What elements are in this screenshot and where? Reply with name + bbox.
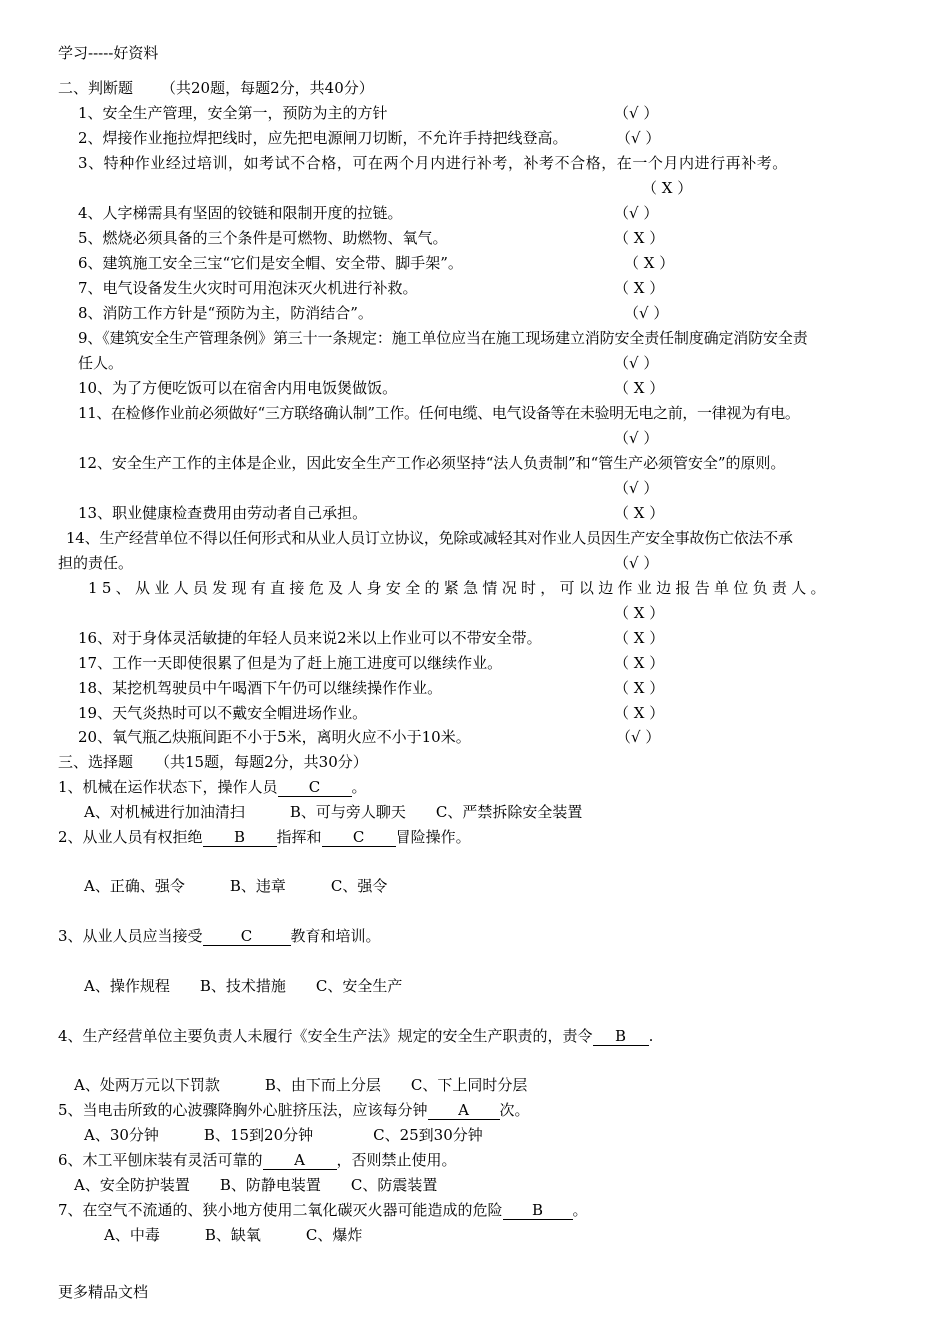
choice-q3-options: A、操作规程 B、技术措施 C、安全生产 <box>84 977 403 995</box>
judge-mark-4: （√ ） <box>614 204 659 222</box>
judge-mark-8: （√ ） <box>624 304 669 322</box>
choice-q7-stem: 7、在空气不流通的、狭小地方使用二氧化碳灭火器可能造成的危险 <box>58 1201 503 1219</box>
choice-q2-answer-1: B <box>203 828 277 847</box>
choice-q7 <box>58 1200 588 1220</box>
choice-q3 <box>58 926 381 946</box>
choice-q7-end: 。 <box>572 1201 588 1219</box>
choice-q5-stem: 5、当电击所致的心波骤降胸外心脏挤压法，应该每分钟 <box>58 1101 428 1119</box>
judge-item-11: 11、在检修作业前必须做好“三方联络确认制”工作。任何电缆、电气设备等在未验明无电之前，一律视为有电。 <box>78 404 800 422</box>
judge-item-10: 10、为了方便吃饭可以在宿舍内用电饭煲做饭。 <box>78 379 398 397</box>
choice-q4-answer: B <box>593 1027 649 1046</box>
judge-mark-9: （√ ） <box>614 354 659 372</box>
judge-mark-15: （ X ） <box>614 604 665 622</box>
choice-q3-end: 教育和培训。 <box>290 927 381 945</box>
judge-mark-3: （ X ） <box>642 179 693 197</box>
judge-mark-11: （√ ） <box>614 429 659 447</box>
choice-q5-options: A、30分钟 B、15到20分钟 C、25到30分钟 <box>84 1126 483 1144</box>
choice-q3-answer: C <box>203 927 291 946</box>
judge-meta: （共20题，每题2分，共40分） <box>161 79 374 97</box>
choice-q4-stem: 4、生产经营单位主要负责人未履行《安全生产法》规定的安全生产职责的，责令 <box>58 1027 593 1045</box>
page-header: 学习-----好资料 <box>58 44 159 62</box>
judge-item-1: 1、安全生产管理，安全第一，预防为主的方针 <box>78 104 388 122</box>
judge-mark-16: （ X ） <box>614 629 665 647</box>
judge-mark-7: （ X ） <box>614 279 665 297</box>
judge-item-18: 18、某挖机驾驶员中午喝酒下午仍可以继续操作作业。 <box>78 679 443 697</box>
choice-q3-stem: 3、从业人员应当接受 <box>58 927 203 945</box>
page-footer: 更多精品文档 <box>58 1283 149 1301</box>
judge-section-title <box>58 78 374 98</box>
choice-q1 <box>58 777 367 797</box>
choice-q2-mid: 指挥和 <box>276 828 322 846</box>
choice-q6-options: A、安全防护装置 B、防静电装置 C、防震装置 <box>74 1176 438 1194</box>
choice-q2-options: A、正确、强令 B、违章 C、强令 <box>84 877 388 895</box>
judge-mark-12: （√ ） <box>614 479 659 497</box>
judge-mark-13: （ X ） <box>614 504 665 522</box>
judge-item-9-cont: 任人。 <box>78 354 124 372</box>
choice-q1-options: A、对机械进行加油清扫 B、可与旁人聊天 C、严禁拆除安全装置 <box>84 803 583 821</box>
judge-item-4: 4、人字梯需具有坚固的铰链和限制开度的拉链。 <box>78 204 403 222</box>
choice-q1-end: 。 <box>351 778 367 796</box>
judge-item-17: 17、工作一天即使很累了但是为了赶上施工进度可以继续作业。 <box>78 654 503 672</box>
judge-mark-14: （√ ） <box>614 554 659 572</box>
judge-mark-17: （ X ） <box>614 654 665 672</box>
choice-q6 <box>58 1150 457 1170</box>
judge-item-9: 9、《建筑安全生产管理条例》第三十一条规定：施工单位应当在施工现场建立消防安全责任制度确定消防安全责 <box>78 329 808 347</box>
judge-item-19: 19、天气炎热时可以不戴安全帽进场作业。 <box>78 704 368 722</box>
judge-title: 二、判断题 <box>58 79 134 97</box>
choice-section-title <box>58 752 368 772</box>
choice-q2-stem: 2、从业人员有权拒绝 <box>58 828 203 846</box>
choice-q5 <box>58 1100 530 1120</box>
judge-item-20: 20、氧气瓶乙炔瓶间距不小于5米，离明火应不小于10米。 <box>78 728 471 746</box>
choice-q2-answer-2: C <box>322 828 396 847</box>
choice-q4-options: A、处两万元以下罚款 B、由下而上分层 C、下上同时分层 <box>74 1076 528 1094</box>
choice-q1-stem: 1、机械在运作状态下，操作人员 <box>58 778 278 796</box>
judge-mark-5: （ X ） <box>614 229 665 247</box>
choice-q5-answer: A <box>428 1101 500 1120</box>
judge-mark-19: （ X ） <box>614 704 665 722</box>
choice-meta: （共15题，每题2分，共30分） <box>155 753 368 771</box>
judge-mark-20: （√ ） <box>616 728 661 746</box>
judge-item-2: 2、焊接作业拖拉焊把线时，应先把电源闸刀切断，不允许手持把线登高。 <box>78 129 568 147</box>
judge-mark-10: （ X ） <box>614 379 665 397</box>
choice-q2-end: 冒险操作。 <box>395 828 471 846</box>
choice-q5-end: 次。 <box>499 1101 530 1119</box>
judge-item-8: 8、消防工作方针是“预防为主，防消结合”。 <box>78 304 373 322</box>
judge-mark-18: （ X ） <box>614 679 665 697</box>
judge-mark-2: （√ ） <box>616 129 661 147</box>
choice-q4-end: . <box>648 1027 654 1045</box>
judge-item-3: 3、特种作业经过培训，如考试不合格，可在两个月内进行补考，补考不合格，在一个月内进行再补考。 <box>78 154 788 172</box>
judge-item-15: 15、从业人员发现有直接危及人身安全的紧急情况时，可以边作业边报告单位负责人。 <box>88 579 830 597</box>
judge-item-13: 13、职业健康检查费用由劳动者自己承担。 <box>78 504 368 522</box>
choice-q2 <box>58 827 471 847</box>
judge-mark-1: （√ ） <box>614 104 659 122</box>
choice-q6-answer: A <box>263 1151 337 1170</box>
judge-item-7: 7、电气设备发生火灾时可用泡沫灭火机进行补救。 <box>78 279 418 297</box>
judge-item-6: 6、建筑施工安全三宝“它们是安全帽、安全带、脚手架”。 <box>78 254 463 272</box>
choice-q4 <box>58 1026 653 1046</box>
judge-item-5: 5、燃烧必须具备的三个条件是可燃物、助燃物、氧气。 <box>78 229 448 247</box>
judge-item-12: 12、安全生产工作的主体是企业，因此安全生产工作必须坚持“法人负责制”和“管生产必须管安全”的原则。 <box>78 454 786 472</box>
choice-q7-answer: B <box>503 1201 573 1220</box>
judge-item-14-cont: 担的责任。 <box>58 554 134 572</box>
judge-item-16: 16、对于身体灵活敏捷的年轻人员来说2米以上作业可以不带安全带。 <box>78 629 542 647</box>
judge-mark-6: （ X ） <box>624 254 675 272</box>
choice-title: 三、选择题 <box>58 753 134 771</box>
choice-q6-stem: 6、木工平刨床装有灵活可靠的 <box>58 1151 263 1169</box>
choice-q7-options: A、中毒 B、缺氧 C、爆炸 <box>104 1226 363 1244</box>
judge-item-14: 14、生产经营单位不得以任何形式和从业人员订立协议，免除或减轻其对作业人员因生产安全事故伤亡依法不承 <box>66 529 793 547</box>
choice-q1-answer: C <box>278 778 352 797</box>
choice-q6-end: ，否则禁止使用。 <box>336 1151 457 1169</box>
